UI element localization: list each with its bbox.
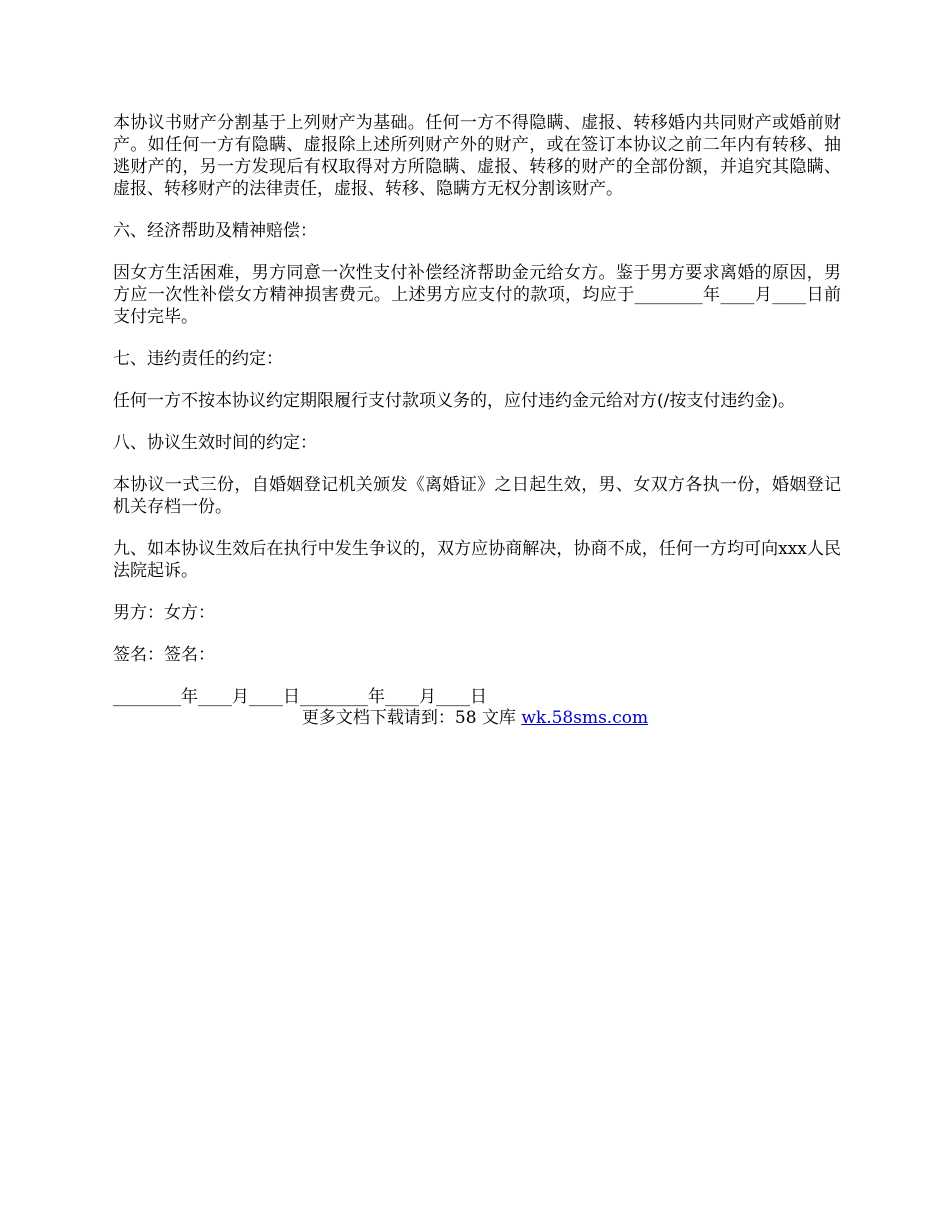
footer-link[interactable]: wk.58sms.com [521, 708, 649, 728]
footer-text: 更多文档下载请到：58 文库 [301, 708, 522, 728]
document-body [113, 112, 841, 728]
section-8-text: 本协议一式三份，自婚姻登记机关颁发《离婚证》之日起生效，男、女双方各执一份，婚姻登记机关存档一份。 [113, 475, 841, 517]
section-9-text: 九、如本协议生效后在执行中发生争议的，双方应协商解决，协商不成，任何一方均可向xxx人民法院起诉。 [113, 539, 841, 581]
footer [0, 707, 950, 729]
section-7-heading: 七、违约责任的约定： [113, 349, 283, 369]
party-labels: 男方：女方： [113, 603, 215, 623]
property-split-clause: 本协议书财产分割基于上列财产为基础。任何一方不得隐瞒、虚报、转移婚内共同财产或婚前财产。如任何一方有隐瞒、虚报除上述所列财产外的财产，或在签订本协议之前二年内有转移、抽逃财产的，另一方发现后有权取得对方所隐瞒、虚报、转移的财产的全部份额，并追究其隐瞒、虚报、转移财产的法律责任，虚报、转移、隐瞒方无权分割该财产。 [113, 113, 841, 199]
date-lines: ________年____月____日________年____月____日 [113, 687, 487, 707]
section-7-text: 任何一方不按本协议约定期限履行支付款项义务的，应付违约金元给对方(/按支付违约金)。 [113, 391, 795, 411]
section-6-text: 因女方生活困难，男方同意一次性支付补偿经济帮助金元给女方。鉴于男方要求离婚的原因，男方应一次性补偿女方精神损害费元。上述男方应支付的款项，均应于________年____月____日前支付完毕。 [113, 263, 841, 327]
section-8-heading: 八、协议生效时间的约定： [113, 433, 317, 453]
section-6-heading: 六、经济帮助及精神赔偿： [113, 221, 317, 241]
signature-labels: 签名：签名： [113, 645, 215, 665]
